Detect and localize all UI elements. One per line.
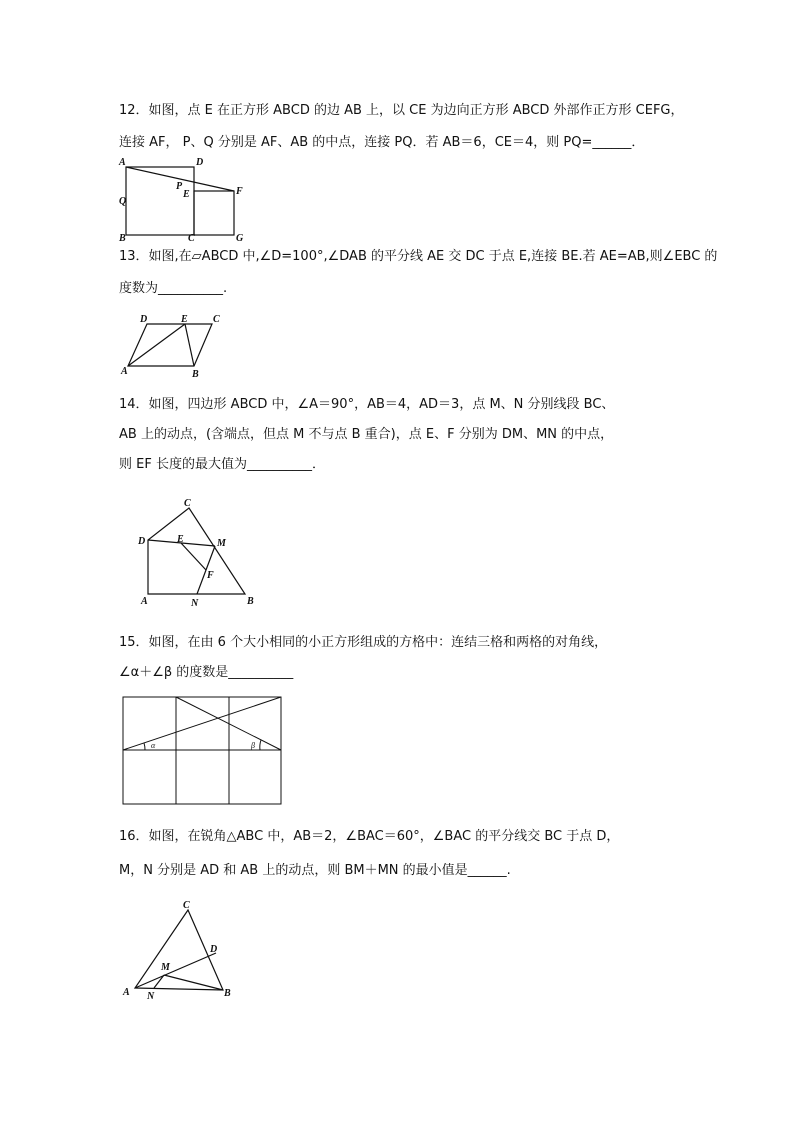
label-m: M: [161, 962, 170, 973]
q12-figure: [112, 155, 252, 245]
q16-line-1: 16．如图，在锐角△ABC 中，AB＝2，∠BAC＝60°，∠BAC 的平分线交 BC 于点 D，: [119, 829, 620, 844]
q15-line-2: ∠α＋∠β 的度数是__________: [119, 665, 294, 680]
label-e: E: [183, 189, 190, 200]
label-d: D: [140, 314, 148, 325]
q14-figure: [135, 494, 265, 610]
label-beta: β: [251, 741, 255, 750]
label-f: F: [207, 570, 214, 581]
label-q: Q: [119, 196, 127, 207]
diagonal-three-cells: [123, 697, 281, 750]
label-b: B: [224, 988, 231, 999]
label-a: A: [141, 596, 148, 607]
quadrilateral-abcd: [148, 508, 245, 594]
segment-ae: [128, 324, 185, 366]
label-n: N: [191, 598, 199, 609]
parallelogram-abcd: [128, 324, 212, 366]
label-b: B: [247, 596, 254, 607]
label-d: D: [138, 536, 146, 547]
label-c: C: [213, 314, 220, 325]
label-a: A: [119, 157, 126, 168]
label-c: C: [183, 900, 190, 911]
label-c: C: [184, 498, 191, 509]
label-e: E: [177, 534, 184, 545]
segment-bm: [164, 975, 223, 990]
square-cefg: [194, 191, 234, 235]
label-e: E: [181, 314, 188, 325]
label-g: G: [236, 233, 244, 244]
q16-figure: [117, 896, 247, 1006]
square-abcd: [126, 167, 194, 235]
arc-beta: [260, 740, 261, 750]
q13-figure: [112, 310, 242, 382]
label-c: C: [188, 233, 195, 244]
q15-figure: [120, 694, 284, 807]
segment-be: [185, 324, 194, 366]
label-a: A: [123, 987, 130, 998]
label-n: N: [147, 991, 155, 1002]
q13-line-1: 13．如图,在▱ABCD 中,∠D=100°,∠DAB 的平分线 AE 交 DC 于点 E,连接 BE.若 AE=AB,则∠EBC 的: [119, 249, 718, 264]
label-d: D: [210, 944, 218, 955]
label-p: P: [176, 181, 183, 192]
segment-mn: [154, 975, 164, 988]
label-d: D: [196, 157, 204, 168]
q15-line-1: 15．如图，在由 6 个大小相同的小正方形组成的方格中：连结三格和两格的对角线，: [119, 635, 608, 650]
q14-line-1: 14．如图，四边形 ABCD 中，∠A＝90°，AB＝4，AD＝3，点 M、N 分别线段 BC、: [119, 397, 615, 412]
label-a: A: [121, 366, 128, 377]
label-m: M: [217, 538, 226, 549]
q12-line-2: 连接 AF， P、Q 分别是 AF、AB 的中点，连接 PQ．若 AB＝6，CE＝4，则 PQ=______．: [119, 135, 645, 150]
label-b: B: [192, 369, 199, 380]
arc-alpha: [144, 743, 145, 750]
q12-line-1: 12．如图，点 E 在正方形 ABCD 的边 AB 上，以 CE 为边向正方形 ABCD 外部作正方形 CEFG，: [119, 103, 684, 118]
q14-line-3: 则 EF 长度的最大值为__________．: [119, 457, 325, 472]
label-f: F: [236, 186, 243, 197]
segment-ef: [181, 543, 206, 570]
q14-line-2: AB 上的动点，(含端点，但点 M 不与点 B 重合)，点 E、F 分别为 DM、MN 的中点，: [119, 427, 614, 442]
q16-line-2: M，N 分别是 AD 和 AB 上的动点，则 BM＋MN 的最小值是______.: [119, 863, 511, 878]
label-alpha: α: [151, 741, 156, 750]
q13-line-2: 度数为__________.: [119, 281, 228, 296]
label-b: B: [119, 233, 126, 244]
